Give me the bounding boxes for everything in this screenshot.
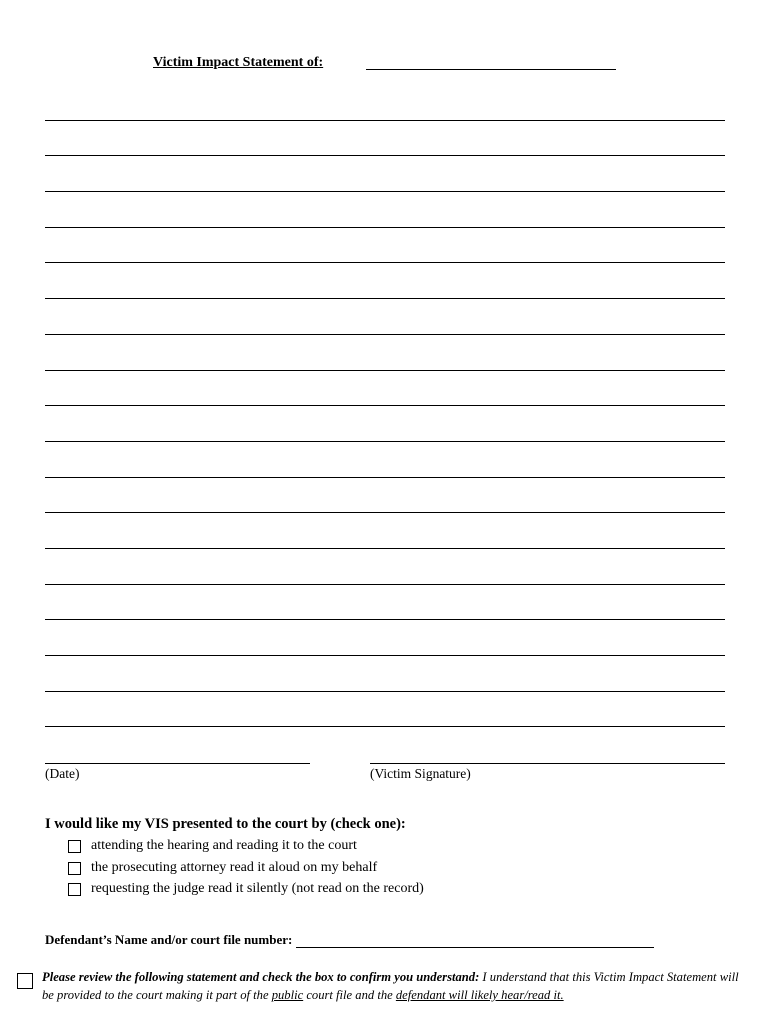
defendant-field[interactable] xyxy=(296,935,654,948)
statement-line[interactable] xyxy=(45,477,725,478)
signature-field[interactable] xyxy=(370,763,725,764)
statement-line[interactable] xyxy=(45,405,725,406)
statement-line[interactable] xyxy=(45,548,725,549)
statement-line[interactable] xyxy=(45,512,725,513)
date-label: (Date) xyxy=(45,766,80,781)
option-checkbox[interactable] xyxy=(68,840,81,853)
statement-line[interactable] xyxy=(45,726,725,727)
statement-line[interactable] xyxy=(45,619,725,620)
form-title-text: Victim Impact Statement of: xyxy=(153,55,324,70)
confirm-text-part1: I understand that this Victim Impact Statement will be provided to the court making it part of the xyxy=(42,970,739,1002)
statement-line[interactable] xyxy=(45,655,725,656)
victim-name-field[interactable] xyxy=(366,69,616,70)
option-label: attending the hearing and reading it to the court xyxy=(91,838,357,853)
confirm-statement xyxy=(42,968,742,1004)
statement-line[interactable] xyxy=(45,584,725,585)
option-label: the prosecuting attorney read it aloud on my behalf xyxy=(91,860,378,875)
statement-line[interactable] xyxy=(45,227,725,228)
option-attend-hearing[interactable] xyxy=(68,838,357,854)
confirm-public: public xyxy=(271,988,304,1002)
statement-line[interactable] xyxy=(45,298,725,299)
statement-line[interactable] xyxy=(45,441,725,442)
confirm-instruction: Please review the following statement and check the box to confirm you understand: xyxy=(42,970,480,984)
defendant-label: Defendant’s Name and/or court file number: xyxy=(45,932,293,947)
option-prosecutor-reads[interactable] xyxy=(68,860,377,876)
defendant-row xyxy=(45,932,654,948)
statement-line[interactable] xyxy=(45,262,725,263)
option-judge-reads[interactable] xyxy=(68,881,424,897)
date-field[interactable] xyxy=(45,763,310,764)
signature-label: (Victim Signature) xyxy=(370,766,471,781)
statement-line[interactable] xyxy=(45,191,725,192)
statement-line[interactable] xyxy=(45,334,725,335)
presentation-heading: I would like my VIS presented to the court by (check one): xyxy=(45,816,406,832)
option-label: requesting the judge read it silently (not read on the record) xyxy=(91,881,424,896)
confirm-defendant: defendant will likely hear/read it. xyxy=(395,988,564,1002)
statement-line[interactable] xyxy=(45,691,725,692)
confirm-checkbox[interactable] xyxy=(17,973,33,989)
statement-line[interactable] xyxy=(45,370,725,371)
statement-line[interactable] xyxy=(45,120,725,121)
statement-line[interactable] xyxy=(45,155,725,156)
form-title xyxy=(153,55,323,71)
option-checkbox[interactable] xyxy=(68,883,81,896)
option-checkbox[interactable] xyxy=(68,862,81,875)
confirm-text-part2: court file and the xyxy=(303,988,396,1002)
